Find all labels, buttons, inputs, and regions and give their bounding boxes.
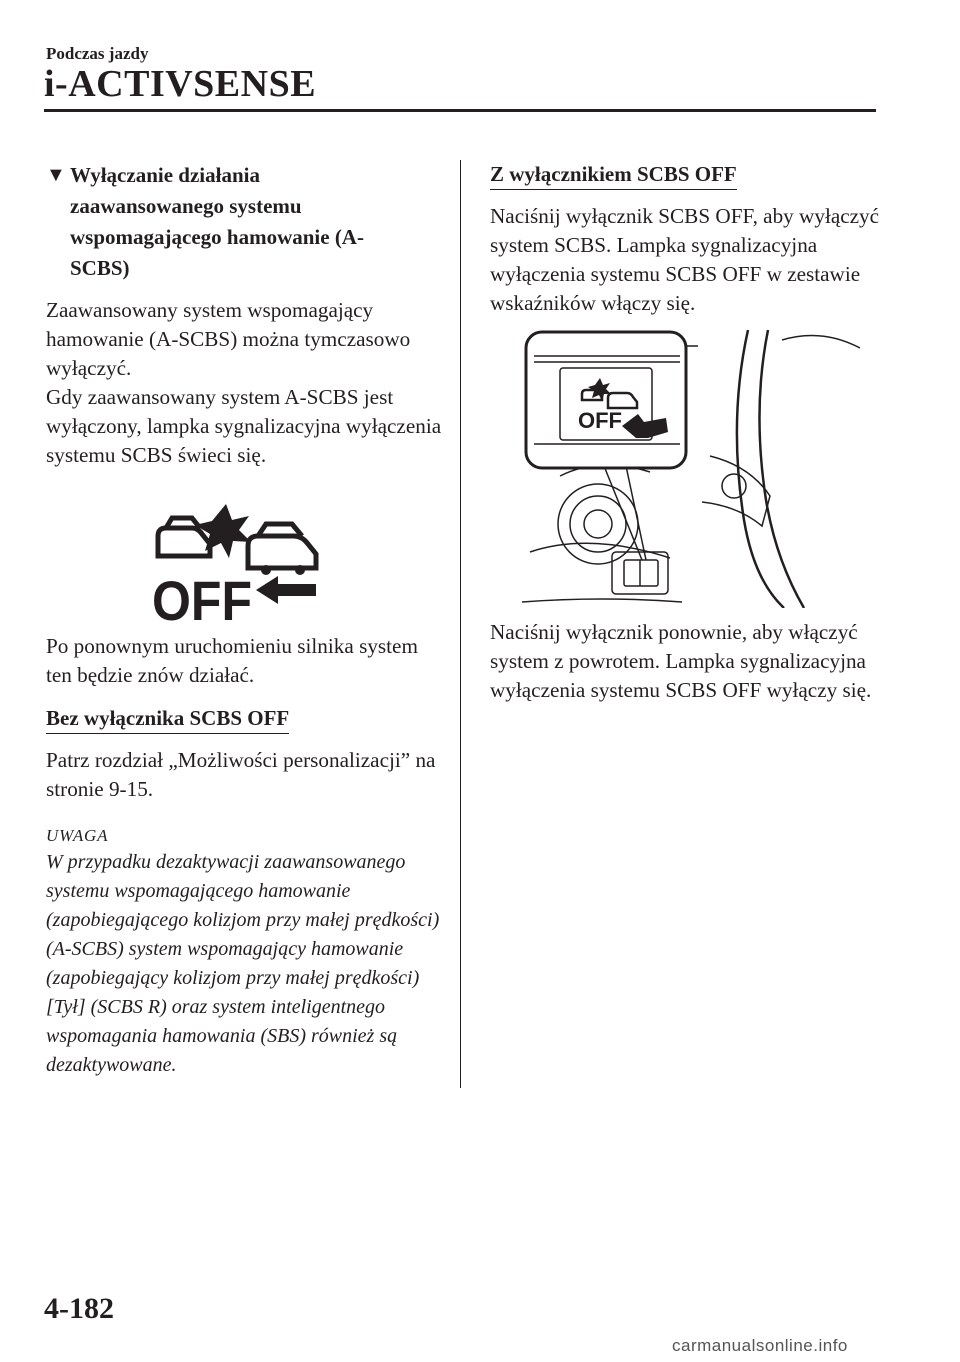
subheading: Bez wyłącznika SCBS OFF: [46, 704, 289, 734]
paragraph: Naciśnij wyłącznik ponownie, aby włączyć system z powrotem. Lampka sygnalizacyjna wyłączenia systemu SCBS OFF wyłączy się.: [490, 620, 872, 702]
paragraph: Zaawansowany system wspomagający hamowanie (A-SCBS) można tymczasowo wyłączyć.: [46, 298, 411, 380]
page-number: 4-182: [44, 1292, 114, 1325]
svg-text:OFF: OFF: [578, 408, 622, 433]
chapter-title: i-ACTIVSENSE: [44, 63, 317, 105]
triangle-marker-icon: ▼: [46, 164, 66, 186]
paragraph: Gdy zaawansowany system A-SCBS jest wyłączony, lampka sygnalizacyjna wyłączenia systemu SCBS świeci się.: [46, 385, 442, 467]
note-text: W przypadku dezaktywacji zaawansowanego systemu wspomagającego hamowanie (zapobiegającego kolizjom przy małej prędkości) (A-SCBS) system wspomagający hamowanie (zapobiegający kolizjom przy małej prędkości) [Tył] (SCBS R) oraz system inteligentnego wspomagania hamowania (SBS) również są dezaktywowane.: [46, 851, 440, 1076]
paragraph: Patrz rozdział „Możliwości personalizacji” na stronie 9-15.: [46, 748, 436, 801]
dashboard-scbs-off-switch-illustration: [520, 326, 860, 608]
section-heading: [46, 160, 442, 284]
column-divider: [460, 160, 461, 1088]
watermark: carmanualsonline.info: [672, 1336, 848, 1355]
right-column: [490, 160, 880, 705]
scbs-off-warning-light-icon: [150, 502, 330, 622]
header-rule: [44, 109, 876, 112]
left-column: [46, 160, 442, 1080]
note-label: UWAGA: [46, 826, 109, 845]
breadcrumb: Podczas jazdy: [46, 44, 149, 63]
section-heading-text: Wyłączanie działania zaawansowanego systemu wspomagającego hamowanie (A-SCBS): [70, 163, 364, 280]
paragraph: Naciśnij wyłącznik SCBS OFF, aby wyłączyć system SCBS. Lampka sygnalizacyjna wyłączenia systemu SCBS OFF w zestawie wskaźników włączy się.: [490, 204, 880, 315]
paragraph: Po ponownym uruchomieniu silnika system ten będzie znów działać.: [46, 634, 418, 687]
svg-text:OFF: OFF: [152, 569, 252, 622]
subheading: Z wyłącznikiem SCBS OFF: [490, 160, 737, 190]
